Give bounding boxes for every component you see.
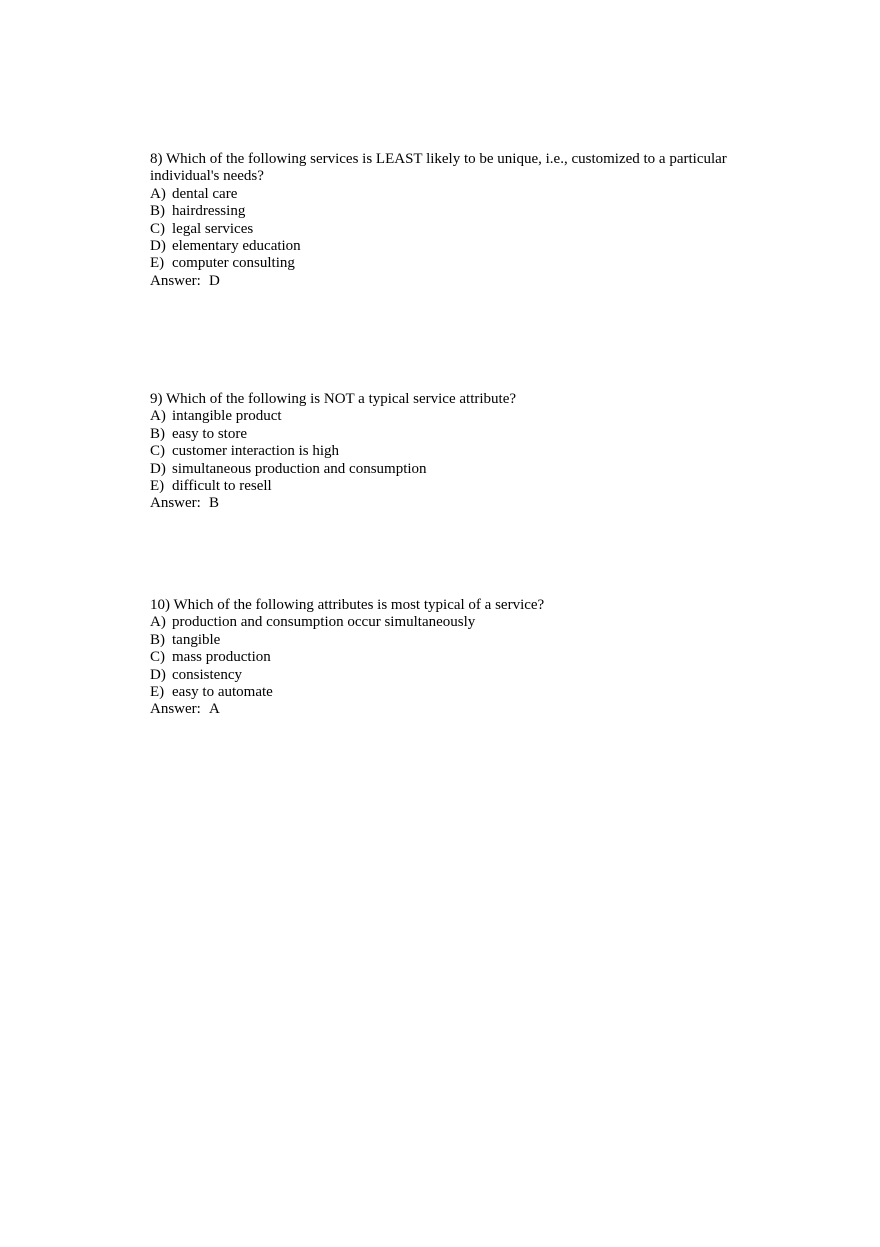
- answer-value: A: [209, 701, 220, 718]
- option-text: hairdressing: [172, 203, 246, 220]
- option-d: [150, 667, 750, 684]
- option-letter: C): [150, 443, 165, 460]
- option-b: [150, 203, 750, 220]
- question-9: [150, 391, 750, 513]
- option-letter: A): [150, 408, 166, 425]
- answer-label: Answer:: [150, 701, 201, 718]
- option-e: [150, 478, 750, 495]
- option-c: [150, 443, 750, 460]
- option-letter: C): [150, 649, 165, 666]
- option-letter: B): [150, 631, 165, 648]
- question-text: 10) Which of the following attributes is most typical of a service?: [150, 597, 545, 613]
- option-text: computer consulting: [172, 255, 295, 272]
- option-b: [150, 632, 750, 649]
- option-b: [150, 426, 750, 443]
- option-letter: A): [150, 614, 166, 631]
- option-text: intangible product: [172, 408, 282, 425]
- answer-label: Answer:: [150, 272, 201, 289]
- option-text: customer interaction is high: [172, 443, 340, 460]
- option-letter: E): [150, 478, 165, 495]
- option-a: [150, 186, 750, 203]
- option-text: mass production: [172, 649, 271, 666]
- option-text: tangible: [172, 631, 221, 648]
- answer-label: Answer:: [150, 495, 201, 512]
- option-text: simultaneous production and consumption: [172, 460, 427, 477]
- option-text: legal services: [172, 220, 254, 237]
- answer-line: [150, 701, 750, 718]
- option-letter: B): [150, 203, 165, 220]
- option-letter: E): [150, 684, 165, 701]
- question-10: [150, 597, 750, 719]
- option-text: easy to automate: [172, 684, 273, 701]
- option-c: [150, 221, 750, 238]
- option-d: [150, 461, 750, 478]
- question-8: [150, 151, 750, 290]
- answer-value: B: [209, 495, 220, 512]
- option-text: consistency: [172, 666, 242, 683]
- answer-line: [150, 495, 750, 512]
- option-letter: B): [150, 425, 165, 442]
- option-letter: D): [150, 238, 166, 255]
- option-letter: C): [150, 220, 165, 237]
- option-e: [150, 684, 750, 701]
- option-text: dental care: [172, 185, 238, 202]
- option-text: production and consumption occur simultaneously: [172, 614, 476, 631]
- option-e: [150, 255, 750, 272]
- answer-value: D: [209, 272, 220, 289]
- answer-line: [150, 273, 750, 290]
- option-letter: A): [150, 185, 166, 202]
- option-text: elementary education: [172, 238, 301, 255]
- option-a: [150, 614, 750, 631]
- option-d: [150, 238, 750, 255]
- option-letter: D): [150, 666, 166, 683]
- option-letter: E): [150, 255, 165, 272]
- option-text: easy to store: [172, 425, 247, 442]
- question-text: 9) Which of the following is NOT a typical service attribute?: [150, 391, 517, 407]
- option-a: [150, 408, 750, 425]
- option-letter: D): [150, 460, 166, 477]
- option-text: difficult to resell: [172, 478, 272, 495]
- option-c: [150, 649, 750, 666]
- question-text: 8) Which of the following services is LEAST likely to be unique, i.e., customized to a particular individual's needs?: [150, 151, 731, 185]
